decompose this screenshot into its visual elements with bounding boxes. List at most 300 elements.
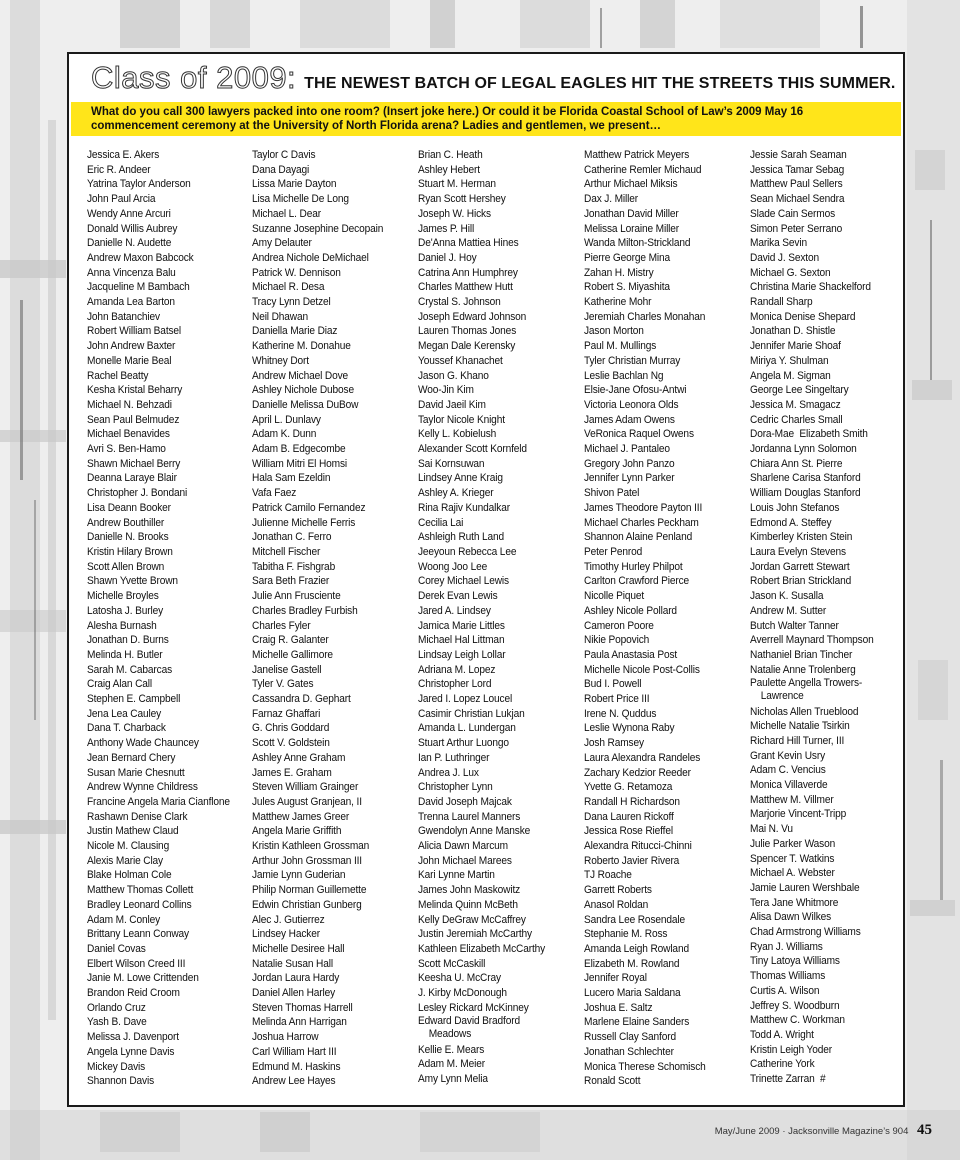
graduate-name: Danielle N. Audette [87, 237, 172, 250]
graduate-name: Jessie Sarah Seaman [750, 149, 847, 161]
graduate-name: Steven William Grainger [252, 781, 359, 794]
graduate-name: Adam B. Edgecombe [252, 443, 346, 456]
graduate-name: Matthew Patrick Meyers [584, 149, 690, 161]
graduate-name: Ashleigh Ruth Land [418, 531, 505, 544]
graduate-name: Shawn Yvette Brown [87, 575, 178, 588]
graduate-name: Jordanna Lynn Solomon [750, 443, 857, 456]
names-column-5 [750, 148, 915, 1087]
graduate-name: Michael A. Webster [750, 867, 835, 880]
graduate-name: Ashley A. Krieger [418, 487, 494, 500]
graduate-name: Daniel Allen Harley [252, 987, 336, 1000]
graduate-name: Philip Norman Guillemette [252, 884, 367, 897]
intro-banner: What do you call 300 lawyers packed into one room? (Insert joke here.) Or could it be Florida Coastal School of Law’s 2009 May 16 commencement ceremony at the University of North Florida arena? Ladies and gentlemen, we present… [71, 102, 901, 136]
graduate-name: Lindsey Hacker [252, 928, 320, 941]
graduate-name: Andrew Bouthiller [87, 516, 165, 529]
graduate-name: Jeeyoun Rebecca Lee [418, 545, 517, 558]
graduate-name: Jonathan D. Burns [87, 634, 169, 647]
graduate-name: Laura Alexandra Randeles [584, 751, 701, 764]
graduate-name: Gwendolyn Anne Manske [418, 825, 531, 838]
names-column-3 [418, 148, 583, 1087]
graduate-name: Sandra Lee Rosendale [584, 913, 686, 926]
graduate-name: Kellie E. Mears [418, 1043, 485, 1056]
graduate-name: Anthony Wade Chauncey [87, 737, 199, 750]
graduate-name: Kelly L. Kobielush [418, 428, 497, 441]
graduate-name: Edwin Christian Gunberg [252, 898, 362, 911]
graduate-name: Scott McCaskill [418, 957, 486, 970]
issue-date: May/June 2009 [714, 1126, 780, 1137]
graduate-name: Zachary Kedzior Reeder [584, 766, 691, 779]
graduate-name: Nicholas Allen Trueblood [750, 705, 859, 718]
graduate-name: Corey Michael Lewis [418, 575, 509, 588]
graduate-name: Scott V. Goldstein [252, 737, 330, 750]
graduate-name: Bradley Leonard Collins [87, 898, 192, 911]
graduate-name: Matthew James Greer [252, 810, 350, 823]
graduate-name: Ryan Scott Hershey [418, 193, 506, 206]
graduate-name: Michelle Natalie Tsirkin [750, 720, 850, 733]
graduate-name: Spencer T. Watkins [750, 852, 835, 865]
graduate-name: Paulette Angella Trowers- Lawrence [750, 677, 863, 702]
graduate-name: Michelle Broyles [87, 590, 159, 603]
graduate-name: Matthew Paul Sellers [750, 178, 843, 191]
names-column-2 [252, 148, 417, 1089]
graduate-name: Jennifer Royal [584, 972, 647, 985]
graduate-name: Lucero Maria Saldana [584, 987, 681, 1000]
graduate-name: Joseph W. Hicks [418, 207, 491, 220]
graduate-name: Zahan H. Mistry [584, 266, 654, 279]
graduate-name: Michael N. Behzadi [87, 398, 172, 411]
graduate-name: Andrew M. Sutter [750, 604, 827, 617]
graduate-name: VeRonica Raquel Owens [584, 428, 694, 441]
graduate-name: Sara Beth Frazier [252, 575, 330, 588]
graduate-name: William Mitri El Homsi [252, 457, 348, 470]
graduate-name: Ryan J. Williams [750, 940, 823, 953]
graduate-name: Arthur John Grossman III [252, 854, 362, 867]
graduate-name: David J. Sexton [750, 251, 819, 264]
graduate-name: Gregory John Panzo [584, 457, 675, 470]
graduate-name: Miriya Y. Shulman [750, 354, 829, 367]
graduate-name: Stuart Arthur Luongo [418, 737, 509, 750]
graduate-name: Dora-Mae Elizabeth Smith [750, 428, 868, 441]
graduate-name: Marlene Elaine Sanders [584, 1016, 690, 1029]
graduate-name: Amy Delauter [252, 237, 312, 250]
graduate-name: Taylor C Davis [252, 149, 316, 161]
graduate-name: Catrina Ann Humphrey [418, 266, 518, 279]
graduate-name: Robert Price III [584, 693, 650, 706]
graduate-name: Woo-Jin Kim [418, 384, 474, 397]
graduate-name: Julie Ann Frusciente [252, 590, 341, 603]
graduate-name: Todd A. Wright [750, 1028, 814, 1041]
graduate-name: Katherine Mohr [584, 296, 652, 309]
graduate-name: Catherine Remler Michaud [584, 163, 702, 176]
graduate-name: Julienne Michelle Ferris [252, 516, 356, 529]
graduate-name: Nicolle Piquet [584, 590, 645, 603]
graduate-name: Sean Paul Belmudez [87, 413, 180, 426]
graduate-name: Cecilia Lai [418, 516, 464, 529]
graduate-name: Ashley Hebert [418, 163, 480, 176]
graduate-name: Cedric Charles Small [750, 413, 843, 426]
names-column-1 [87, 148, 252, 1089]
graduate-name: Michelle Gallimore [252, 648, 333, 661]
graduate-name: Nathaniel Brian Tincher [750, 648, 853, 661]
graduate-name: Michael Charles Peckham [584, 516, 699, 529]
graduate-name: James E. Graham [252, 766, 332, 779]
graduate-name: Dax J. Miller [584, 193, 639, 206]
graduate-name: Derek Evan Lewis [418, 590, 498, 603]
graduate-name: Simon Peter Serrano [750, 222, 843, 235]
graduate-name: Kari Lynne Martin [418, 869, 495, 882]
graduate-name: Orlando Cruz [87, 1001, 146, 1014]
graduate-name: Joseph Edward Johnson [418, 310, 527, 323]
graduate-name: David Joseph Majcak [418, 795, 512, 808]
graduate-name: Lauren Thomas Jones [418, 325, 517, 338]
graduate-name: Michael R. Desa [252, 281, 325, 294]
graduate-name: Jessica Rose Rieffel [584, 825, 673, 838]
graduate-name: Lisa Michelle De Long [252, 193, 349, 206]
graduate-name: Adriana M. Lopez [418, 663, 496, 676]
graduate-name: Laura Evelyn Stevens [750, 545, 846, 558]
graduate-name: Casimir Christian Lukjan [418, 707, 525, 720]
graduate-name: Anna Vincenza Balu [87, 266, 176, 279]
graduate-name: Scott Allen Brown [87, 560, 165, 573]
graduate-name: Edmond A. Steffey [750, 516, 832, 529]
graduate-name: Carlton Crawford Pierce [584, 575, 690, 588]
graduate-name: Pierre George Mina [584, 251, 671, 264]
graduate-name: Adam M. Meier [418, 1058, 485, 1071]
graduate-name: Nicole M. Clausing [87, 840, 170, 853]
graduate-name: Kesha Kristal Beharry [87, 384, 183, 397]
graduate-name: Matthew Thomas Collett [87, 884, 194, 897]
graduate-name: April L. Dunlavy [252, 413, 321, 426]
graduate-name: Leslie Wynona Raby [584, 722, 675, 735]
graduate-name: Dana Lauren Rickoff [584, 810, 674, 823]
graduate-name: John Paul Arcia [87, 193, 156, 206]
graduate-name: Jared I. Lopez Loucel [418, 693, 513, 706]
graduate-name: Kristin Hilary Brown [87, 545, 173, 558]
graduate-name: Jordan Laura Hardy [252, 972, 340, 985]
graduate-name: De'Anna Mattiea Hines [418, 237, 519, 250]
graduate-name: Louis John Stefanos [750, 501, 840, 514]
graduate-name: Wendy Anne Arcuri [87, 207, 171, 220]
graduate-name: Monica Villaverde [750, 779, 828, 792]
graduate-name: Alesha Burnash [87, 619, 157, 632]
graduate-name: Christopher J. Bondani [87, 487, 188, 500]
graduate-name: John Andrew Baxter [87, 340, 176, 353]
graduate-name: Andrew Maxon Babcock [87, 251, 194, 264]
graduate-name: David Jaeil Kim [418, 398, 486, 411]
graduate-name: J. Kirby McDonough [418, 987, 507, 1000]
graduate-name: Tracy Lynn Detzel [252, 296, 331, 309]
graduate-name: Justin Mathew Claud [87, 825, 179, 838]
graduate-name: Tiny Latoya Williams [750, 955, 840, 968]
graduate-name: Justin Jeremiah McCarthy [418, 928, 532, 941]
graduate-name: Randall Sharp [750, 296, 813, 309]
graduate-name: Elbert Wilson Creed III [87, 957, 186, 970]
graduate-name: Michelle Nicole Post-Collis [584, 663, 700, 676]
graduate-name: Christina Marie Shackelford [750, 281, 871, 294]
graduate-name: Wanda Milton-Strickland [584, 237, 691, 250]
graduate-name: Thomas Williams [750, 970, 826, 983]
graduate-name: Andrea J. Lux [418, 766, 479, 779]
graduate-name: Jena Lea Cauley [87, 707, 162, 720]
graduate-name: Mitchell Fischer [252, 545, 321, 558]
graduate-name: Randall H Richardson [584, 795, 680, 808]
graduate-name: Blake Holman Cole [87, 869, 172, 882]
headline: THE NEWEST BATCH OF LEGAL EAGLES HIT THE STREETS THIS SUMMER. [304, 75, 896, 92]
graduate-name: Ashley Nichole Dubose [252, 384, 354, 397]
graduate-name: Jamie Lauren Wershbale [750, 881, 860, 894]
graduate-name: Latosha J. Burley [87, 604, 164, 617]
graduate-name: Shannon Davis [87, 1075, 155, 1088]
graduate-name: Andrea Nichole DeMichael [252, 251, 369, 264]
graduate-name: Cameron Poore [584, 619, 654, 632]
graduate-name: Anasol Roldan [584, 898, 649, 911]
graduate-name: Rashawn Denise Clark [87, 810, 188, 823]
graduate-name: Craig Alan Call [87, 678, 153, 691]
graduate-name: Deanna Laraye Blair [87, 472, 177, 485]
graduate-name: Tyler V. Gates [252, 678, 314, 691]
graduate-name: Kristin Leigh Yoder [750, 1043, 832, 1056]
graduate-name: Edward David Bradford Meadows [418, 1015, 520, 1040]
graduate-name: Woong Joo Lee [418, 560, 488, 573]
graduate-name: Jessica M. Smagacz [750, 398, 841, 411]
graduate-name: Melinda H. Butler [87, 648, 163, 661]
graduate-name: Michael G. Sexton [750, 266, 831, 279]
graduate-name: Andrew Michael Dove [252, 369, 349, 382]
graduate-name: Angela M. Sigman [750, 369, 831, 382]
graduate-name: Curtis A. Wilson [750, 984, 820, 997]
graduate-name: Jessica Tamar Sebag [750, 163, 845, 176]
graduate-name: Jules August Granjean, II [252, 795, 362, 808]
graduate-name: Arthur Michael Miksis [584, 178, 678, 191]
graduate-name: Jacqueline M Bambach [87, 281, 190, 294]
graduate-name: James Theodore Payton III [584, 501, 703, 514]
graduate-name: Alexandra Ritucci-Chinni [584, 840, 692, 853]
graduate-name: Kelly DeGraw McCaffrey [418, 913, 526, 926]
graduate-name: Kimberley Kristen Stein [750, 531, 853, 544]
page-title: Class of 2009: [91, 60, 297, 95]
graduate-name: Michael J. Pantaleo [584, 443, 670, 456]
graduate-name: Yatrina Taylor Anderson [87, 178, 191, 191]
graduate-name: Danielle N. Brooks [87, 531, 169, 544]
graduate-name: Stephen E. Campbell [87, 693, 181, 706]
magazine-name: Jacksonville Magazine’s 904 [788, 1126, 909, 1137]
graduate-name: Butch Walter Tanner [750, 619, 839, 632]
graduate-name: Averrell Maynard Thompson [750, 634, 874, 647]
graduate-name: Jessica E. Akers [87, 149, 160, 161]
graduate-name: Peter Penrod [584, 545, 643, 558]
graduate-name: Amanda Leigh Rowland [584, 942, 689, 955]
graduate-name: Adam C. Vencius [750, 764, 826, 777]
graduate-name: Mai N. Vu [750, 823, 793, 836]
graduate-name: Sharlene Carisa Stanford [750, 472, 861, 485]
graduate-name: Lissa Marie Dayton [252, 178, 337, 191]
graduate-name: Daniel J. Hoy [418, 251, 477, 264]
graduate-name: James Adam Owens [584, 413, 675, 426]
graduate-name: Charles Matthew Hutt [418, 281, 513, 294]
graduate-name: Megan Dale Kerensky [418, 340, 516, 353]
graduate-name: Melinda Ann Harrigan [252, 1016, 347, 1029]
graduate-name: Charles Fyler [252, 619, 311, 632]
graduate-name: Janelise Gastell [252, 663, 322, 676]
graduate-name: Bud I. Powell [584, 678, 642, 691]
graduate-name: Shivon Patel [584, 487, 640, 500]
graduate-name: Alisa Dawn Wilkes [750, 911, 832, 924]
graduate-name: Alec J. Gutierrez [252, 913, 325, 926]
graduate-name: Matthew C. Workman [750, 1014, 845, 1027]
graduate-name: Ronald Scott [584, 1075, 641, 1088]
graduate-name: Elizabeth M. Rowland [584, 957, 680, 970]
graduate-name: James P. Hill [418, 222, 475, 235]
graduate-name: Alicia Dawn Marcum [418, 840, 508, 853]
graduate-name: Adam M. Conley [87, 913, 161, 926]
graduate-name: Slade Cain Sermos [750, 207, 836, 220]
graduate-name: Angela Lynne Davis [87, 1045, 175, 1058]
graduate-name: Christopher Lord [418, 678, 492, 691]
name-columns [87, 148, 895, 1099]
graduate-name: Edmund M. Haskins [252, 1060, 341, 1073]
graduate-name: Ashley Anne Graham [252, 751, 346, 764]
graduate-name: Lesley Rickard McKinney [418, 1001, 529, 1014]
graduate-name: William Douglas Stanford [750, 487, 861, 500]
graduate-name: Jean Bernard Chery [87, 751, 176, 764]
graduate-name: Patrick Camilo Fernandez [252, 501, 366, 514]
graduate-name: Amanda Lea Barton [87, 296, 175, 309]
article-header [91, 60, 896, 100]
graduate-name: Farnaz Ghaffari [252, 707, 321, 720]
graduate-name: Robert Brian Strickland [750, 575, 852, 588]
graduate-name: Crystal S. Johnson [418, 296, 501, 309]
graduate-name: Alexis Marie Clay [87, 854, 164, 867]
graduate-name: Michael Benavides [87, 428, 170, 441]
graduate-name: Steven Thomas Harrell [252, 1001, 353, 1014]
graduate-name: Adam K. Dunn [252, 428, 317, 441]
graduate-name: Melissa J. Davenport [87, 1031, 179, 1044]
graduate-name: Tyler Christian Murray [584, 354, 681, 367]
graduate-name: Stuart M. Herman [418, 178, 496, 191]
graduate-name: Timothy Hurley Philpot [584, 560, 683, 573]
graduate-name: Sean Michael Sendra [750, 193, 845, 206]
graduate-name: Lisa Deann Booker [87, 501, 171, 514]
graduate-name: Brittany Leann Conway [87, 928, 189, 941]
graduate-name: Trinette Zarran # [750, 1073, 826, 1086]
graduate-name: Monica Denise Shepard [750, 310, 856, 323]
graduate-name: Shannon Alaine Penland [584, 531, 693, 544]
graduate-name: Michael Hal Littman [418, 634, 505, 647]
graduate-name: Katherine M. Donahue [252, 340, 351, 353]
graduate-name: Taylor Nicole Knight [418, 413, 505, 426]
graduate-name: TJ Roache [584, 869, 632, 882]
graduate-name: Marjorie Vincent-Tripp [750, 808, 847, 821]
graduate-name: Kristin Kathleen Grossman [252, 840, 370, 853]
graduate-name: Sai Kornsuwan [418, 457, 485, 470]
graduate-name: Jonathan C. Ferro [252, 531, 332, 544]
graduate-name: Matthew M. Villmer [750, 793, 834, 806]
graduate-name: Chad Armstrong Williams [750, 926, 861, 939]
graduate-name: Nikie Popovich [584, 634, 650, 647]
graduate-name: Amanda L. Lundergan [418, 722, 516, 735]
graduate-name: Andrew Lee Hayes [252, 1075, 336, 1088]
graduate-name: Brian C. Heath [418, 149, 483, 161]
graduate-name: Robert William Batsel [87, 325, 182, 338]
graduate-name: Youssef Khanachet [418, 354, 503, 367]
graduate-name: Jonathan David Miller [584, 207, 679, 220]
graduate-name: Rina Rajiv Kundalkar [418, 501, 510, 514]
graduate-name: Melissa Loraine Miller [584, 222, 680, 235]
graduate-name: Sarah M. Cabarcas [87, 663, 173, 676]
graduate-name: Craig R. Galanter [252, 634, 329, 647]
graduate-name: Marika Sevin [750, 237, 807, 250]
graduate-name: Irene N. Quddus [584, 707, 657, 720]
graduate-name: Rachel Beatty [87, 369, 149, 382]
graduate-name: Janie M. Lowe Crittenden [87, 972, 199, 985]
graduate-name: Susan Marie Chesnutt [87, 766, 185, 779]
graduate-name: Amy Lynn Melia [418, 1073, 488, 1086]
graduate-name: Tera Jane Whitmore [750, 896, 839, 909]
graduate-name: Trenna Laurel Manners [418, 810, 521, 823]
page-number: 45 [917, 1122, 932, 1138]
graduate-name: Jonathan Schlechter [584, 1045, 674, 1058]
graduate-name: G. Chris Goddard [252, 722, 330, 735]
graduate-name: John Michael Marees [418, 854, 512, 867]
graduate-name: Jared A. Lindsey [418, 604, 491, 617]
graduate-name: Joshua Harrow [252, 1031, 319, 1044]
graduate-name: Donald Willis Aubrey [87, 222, 178, 235]
graduate-name: John Batanchiev [87, 310, 160, 323]
graduate-name: Leslie Bachlan Ng [584, 369, 664, 382]
graduate-name: Jamica Marie Littles [418, 619, 505, 632]
graduate-name: Avri S. Ben-Hamo [87, 443, 166, 456]
graduate-name: Alexander Scott Kornfeld [418, 443, 527, 456]
graduate-name: Jonathan D. Shistle [750, 325, 836, 338]
graduate-name: George Lee Singeltary [750, 384, 849, 397]
graduate-name: Kathleen Elizabeth McCarthy [418, 942, 546, 955]
graduate-name: Grant Kevin Usry [750, 749, 826, 762]
graduate-name: Dana T. Charback [87, 722, 166, 735]
graduate-name: Natalie Anne Trolenberg [750, 663, 856, 676]
graduate-name: Patrick W. Dennison [252, 266, 341, 279]
graduate-name: Catherine York [750, 1058, 815, 1071]
graduate-name: Jason K. Susalla [750, 590, 824, 603]
graduate-name: Tabitha F. Fishgrab [252, 560, 336, 573]
graduate-name: Jordan Garrett Stewart [750, 560, 850, 573]
graduate-name: Eric R. Andeer [87, 163, 151, 176]
graduate-name: Ian P. Luthringer [418, 751, 490, 764]
graduate-name: Jason G. Khano [418, 369, 489, 382]
graduate-name: Stephanie M. Ross [584, 928, 668, 941]
graduate-name: Yash B. Dave [87, 1016, 147, 1029]
graduate-name: Robert S. Miyashita [584, 281, 670, 294]
graduate-name: Christopher Lynn [418, 781, 493, 794]
footer-separator: · [782, 1126, 786, 1137]
graduate-name: Danielle Melissa DuBow [252, 398, 359, 411]
graduate-name: Russell Clay Sanford [584, 1031, 676, 1044]
graduate-name: Lindsay Leigh Lollar [418, 648, 506, 661]
graduate-name: Paula Anastasia Post [584, 648, 678, 661]
page-footer [715, 1122, 932, 1139]
graduate-name: Paul M. Mullings [584, 340, 657, 353]
graduate-name: Mickey Davis [87, 1060, 146, 1073]
graduate-name: Hala Sam Ezeldin [252, 472, 331, 485]
graduate-name: Andrew Wynne Childress [87, 781, 198, 794]
graduate-name: Cassandra D. Gephart [252, 693, 351, 706]
graduate-name: Melinda Quinn McBeth [418, 898, 518, 911]
graduate-name: Brandon Reid Croom [87, 987, 180, 1000]
graduate-name: Victoria Leonora Olds [584, 398, 679, 411]
graduate-name: Michael L. Dear [252, 207, 321, 220]
graduate-name: Richard Hill Turner, III [750, 734, 845, 747]
graduate-name: Francine Angela Maria Cianflone [87, 795, 230, 808]
graduate-name: Jason Morton [584, 325, 644, 338]
